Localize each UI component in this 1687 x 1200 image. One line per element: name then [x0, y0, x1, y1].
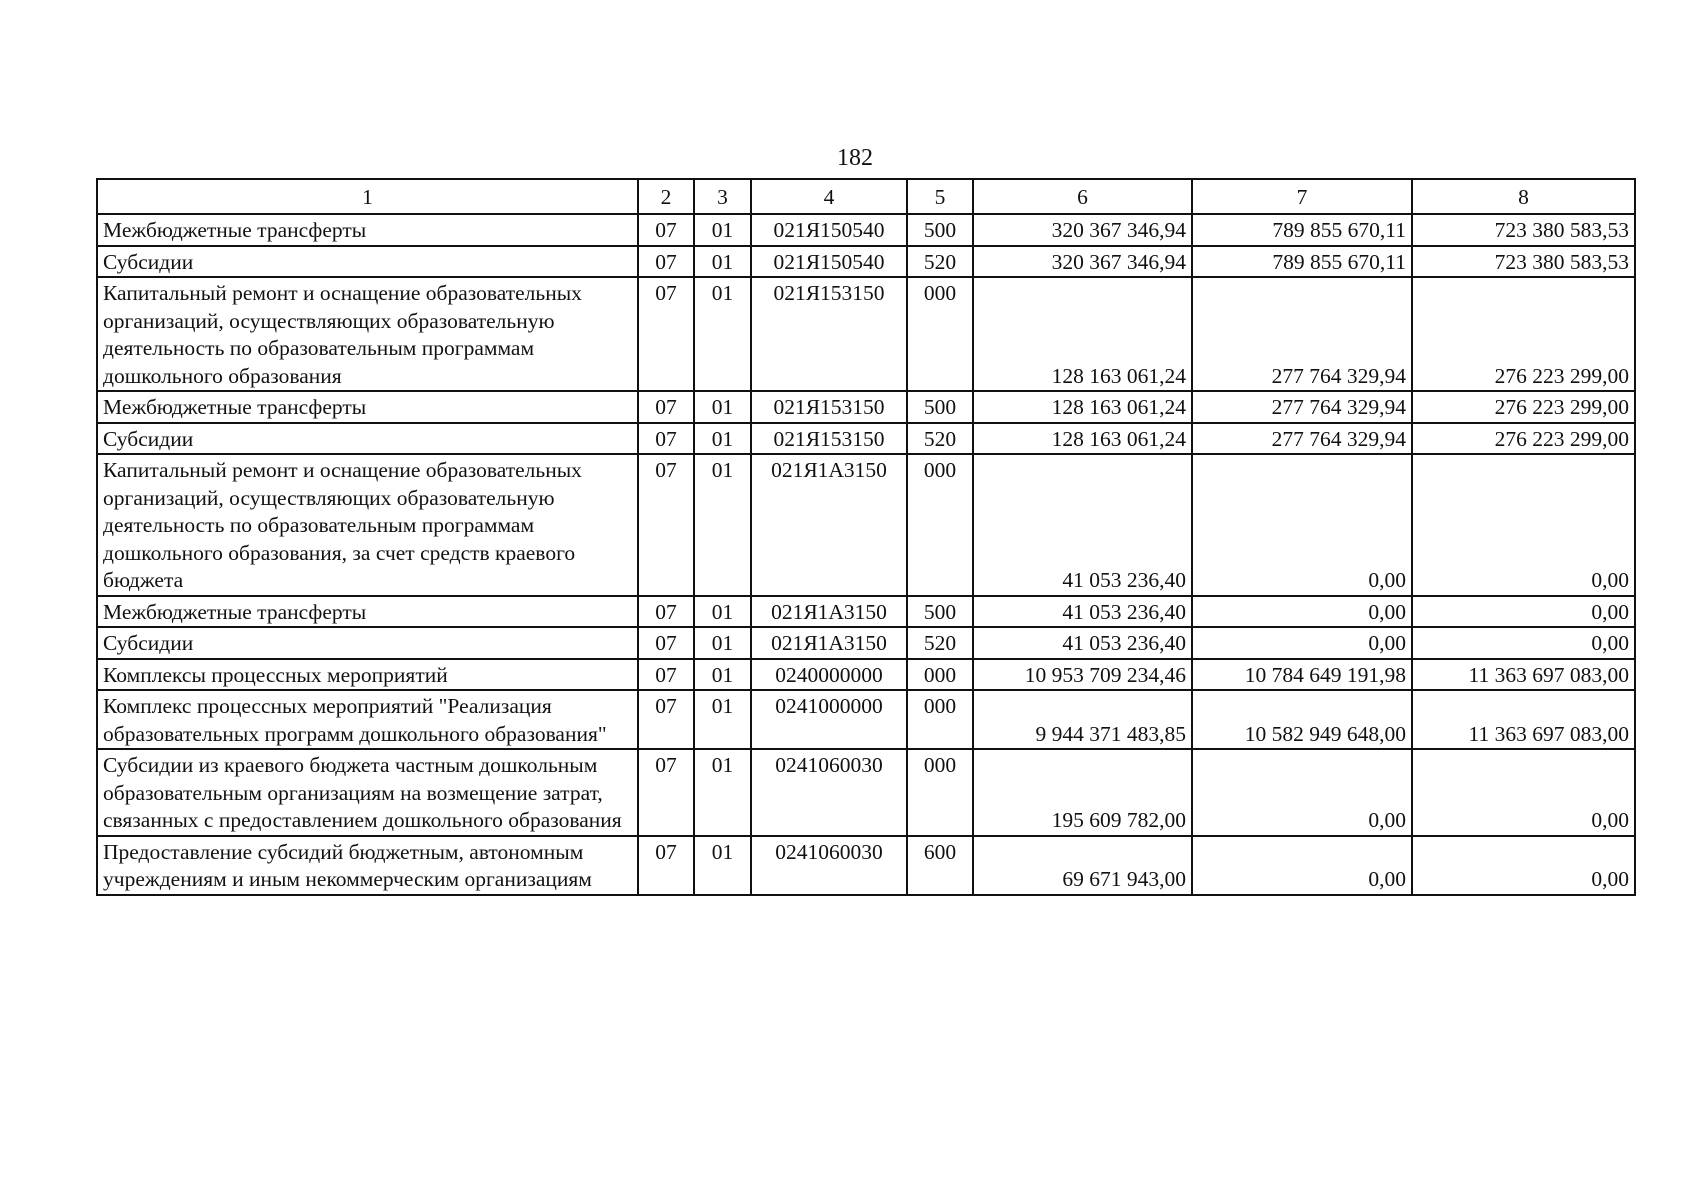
amount-cell-col7: 277 764 329,94 [1192, 391, 1412, 423]
target-article-cell: 0241060030 [751, 749, 907, 836]
section-code-cell: 07 [638, 277, 694, 391]
amount-cell-col7: 0,00 [1192, 836, 1412, 895]
subsection-code-cell: 01 [694, 423, 751, 455]
target-article-cell: 021Я153150 [751, 391, 907, 423]
expense-type-cell: 000 [907, 277, 973, 391]
expense-type-cell: 500 [907, 391, 973, 423]
header-cell-3: 3 [694, 179, 751, 214]
expense-type-cell: 520 [907, 246, 973, 278]
header-cell-5: 5 [907, 179, 973, 214]
target-article-cell: 0240000000 [751, 659, 907, 691]
section-code-cell: 07 [638, 454, 694, 596]
amount-cell-col6: 320 367 346,94 [973, 214, 1192, 246]
subsection-code-cell: 01 [694, 690, 751, 749]
expense-type-cell: 500 [907, 214, 973, 246]
amount-cell-col8: 0,00 [1412, 749, 1635, 836]
amount-cell-col6: 128 163 061,24 [973, 277, 1192, 391]
amount-cell-col8: 0,00 [1412, 596, 1635, 628]
header-cell-4: 4 [751, 179, 907, 214]
subsection-code-cell: 01 [694, 836, 751, 895]
table-row [97, 423, 1635, 455]
amount-cell-col8: 276 223 299,00 [1412, 423, 1635, 455]
section-code-cell: 07 [638, 246, 694, 278]
subsection-code-cell: 01 [694, 246, 751, 278]
expense-type-cell: 500 [907, 596, 973, 628]
subsection-code-cell: 01 [694, 214, 751, 246]
section-code-cell: 07 [638, 659, 694, 691]
amount-cell-col8: 276 223 299,00 [1412, 391, 1635, 423]
amount-cell-col7: 0,00 [1192, 749, 1412, 836]
table-row [97, 391, 1635, 423]
table-row [97, 277, 1635, 391]
amount-cell-col8: 276 223 299,00 [1412, 277, 1635, 391]
table-body [97, 179, 1635, 895]
target-article-cell: 021Я1А3150 [751, 454, 907, 596]
target-article-cell: 021Я150540 [751, 214, 907, 246]
row-name-cell: Субсидии [97, 423, 638, 455]
header-cell-7: 7 [1192, 179, 1412, 214]
amount-cell-col6: 41 053 236,40 [973, 627, 1192, 659]
table-row [97, 454, 1635, 596]
header-cell-2: 2 [638, 179, 694, 214]
header-cell-8: 8 [1412, 179, 1635, 214]
row-name-cell: Межбюджетные трансферты [97, 214, 638, 246]
target-article-cell: 0241060030 [751, 836, 907, 895]
target-article-cell: 021Я153150 [751, 423, 907, 455]
target-article-cell: 0241000000 [751, 690, 907, 749]
amount-cell-col6: 320 367 346,94 [973, 246, 1192, 278]
target-article-cell: 021Я1А3150 [751, 627, 907, 659]
row-name-cell: Капитальный ремонт и оснащение образовательных организаций, осуществляющих образовательную деятельность по образовательным программам дошкольного образования [97, 277, 638, 391]
expense-type-cell: 520 [907, 423, 973, 455]
subsection-code-cell: 01 [694, 596, 751, 628]
header-row [97, 179, 1635, 214]
table-row [97, 690, 1635, 749]
row-name-cell: Комплекс процессных мероприятий "Реализация образовательных программ дошкольного образования" [97, 690, 638, 749]
amount-cell-col7: 0,00 [1192, 627, 1412, 659]
amount-cell-col8: 11 363 697 083,00 [1412, 659, 1635, 691]
table-row [97, 659, 1635, 691]
section-code-cell: 07 [638, 836, 694, 895]
table-row [97, 596, 1635, 628]
expense-type-cell: 000 [907, 659, 973, 691]
amount-cell-col6: 9 944 371 483,85 [973, 690, 1192, 749]
row-name-cell: Предоставление субсидий бюджетным, автономным учреждениям и иным некоммерческим организациям [97, 836, 638, 895]
amount-cell-col7: 277 764 329,94 [1192, 423, 1412, 455]
amount-cell-col6: 195 609 782,00 [973, 749, 1192, 836]
section-code-cell: 07 [638, 214, 694, 246]
amount-cell-col7: 10 582 949 648,00 [1192, 690, 1412, 749]
subsection-code-cell: 01 [694, 391, 751, 423]
subsection-code-cell: 01 [694, 749, 751, 836]
amount-cell-col6: 41 053 236,40 [973, 596, 1192, 628]
section-code-cell: 07 [638, 423, 694, 455]
subsection-code-cell: 01 [694, 627, 751, 659]
amount-cell-col8: 723 380 583,53 [1412, 214, 1635, 246]
amount-cell-col8: 0,00 [1412, 454, 1635, 596]
budget-table [96, 178, 1636, 896]
amount-cell-col6: 128 163 061,24 [973, 391, 1192, 423]
header-cell-1: 1 [97, 179, 638, 214]
row-name-cell: Капитальный ремонт и оснащение образовательных организаций, осуществляющих образовательную деятельность по образовательным программам дошкольного образования, за счет средств краевого бюджета [97, 454, 638, 596]
table-row [97, 627, 1635, 659]
row-name-cell: Межбюджетные трансферты [97, 391, 638, 423]
amount-cell-col7: 10 784 649 191,98 [1192, 659, 1412, 691]
subsection-code-cell: 01 [694, 659, 751, 691]
table-row [97, 246, 1635, 278]
row-name-cell: Субсидии [97, 627, 638, 659]
section-code-cell: 07 [638, 627, 694, 659]
amount-cell-col6: 128 163 061,24 [973, 423, 1192, 455]
amount-cell-col6: 41 053 236,40 [973, 454, 1192, 596]
table-row [97, 214, 1635, 246]
table-row [97, 836, 1635, 895]
amount-cell-col7: 789 855 670,11 [1192, 246, 1412, 278]
page-number: 182 [837, 145, 873, 171]
expense-type-cell: 600 [907, 836, 973, 895]
target-article-cell: 021Я153150 [751, 277, 907, 391]
row-name-cell: Комплексы процессных мероприятий [97, 659, 638, 691]
section-code-cell: 07 [638, 596, 694, 628]
amount-cell-col8: 11 363 697 083,00 [1412, 690, 1635, 749]
expense-type-cell: 000 [907, 749, 973, 836]
expense-type-cell: 000 [907, 454, 973, 596]
target-article-cell: 021Я150540 [751, 246, 907, 278]
section-code-cell: 07 [638, 391, 694, 423]
amount-cell-col6: 69 671 943,00 [973, 836, 1192, 895]
amount-cell-col8: 723 380 583,53 [1412, 246, 1635, 278]
amount-cell-col8: 0,00 [1412, 627, 1635, 659]
row-name-cell: Субсидии [97, 246, 638, 278]
header-cell-6: 6 [973, 179, 1192, 214]
expense-type-cell: 520 [907, 627, 973, 659]
amount-cell-col7: 0,00 [1192, 454, 1412, 596]
row-name-cell: Межбюджетные трансферты [97, 596, 638, 628]
subsection-code-cell: 01 [694, 277, 751, 391]
section-code-cell: 07 [638, 749, 694, 836]
subsection-code-cell: 01 [694, 454, 751, 596]
section-code-cell: 07 [638, 690, 694, 749]
target-article-cell: 021Я1А3150 [751, 596, 907, 628]
amount-cell-col6: 10 953 709 234,46 [973, 659, 1192, 691]
amount-cell-col7: 789 855 670,11 [1192, 214, 1412, 246]
amount-cell-col7: 0,00 [1192, 596, 1412, 628]
table-row [97, 749, 1635, 836]
row-name-cell: Субсидии из краевого бюджета частным дошкольным образовательным организациям на возмещение затрат, связанных с предоставлением дошкольного образования [97, 749, 638, 836]
amount-cell-col8: 0,00 [1412, 836, 1635, 895]
amount-cell-col7: 277 764 329,94 [1192, 277, 1412, 391]
expense-type-cell: 000 [907, 690, 973, 749]
